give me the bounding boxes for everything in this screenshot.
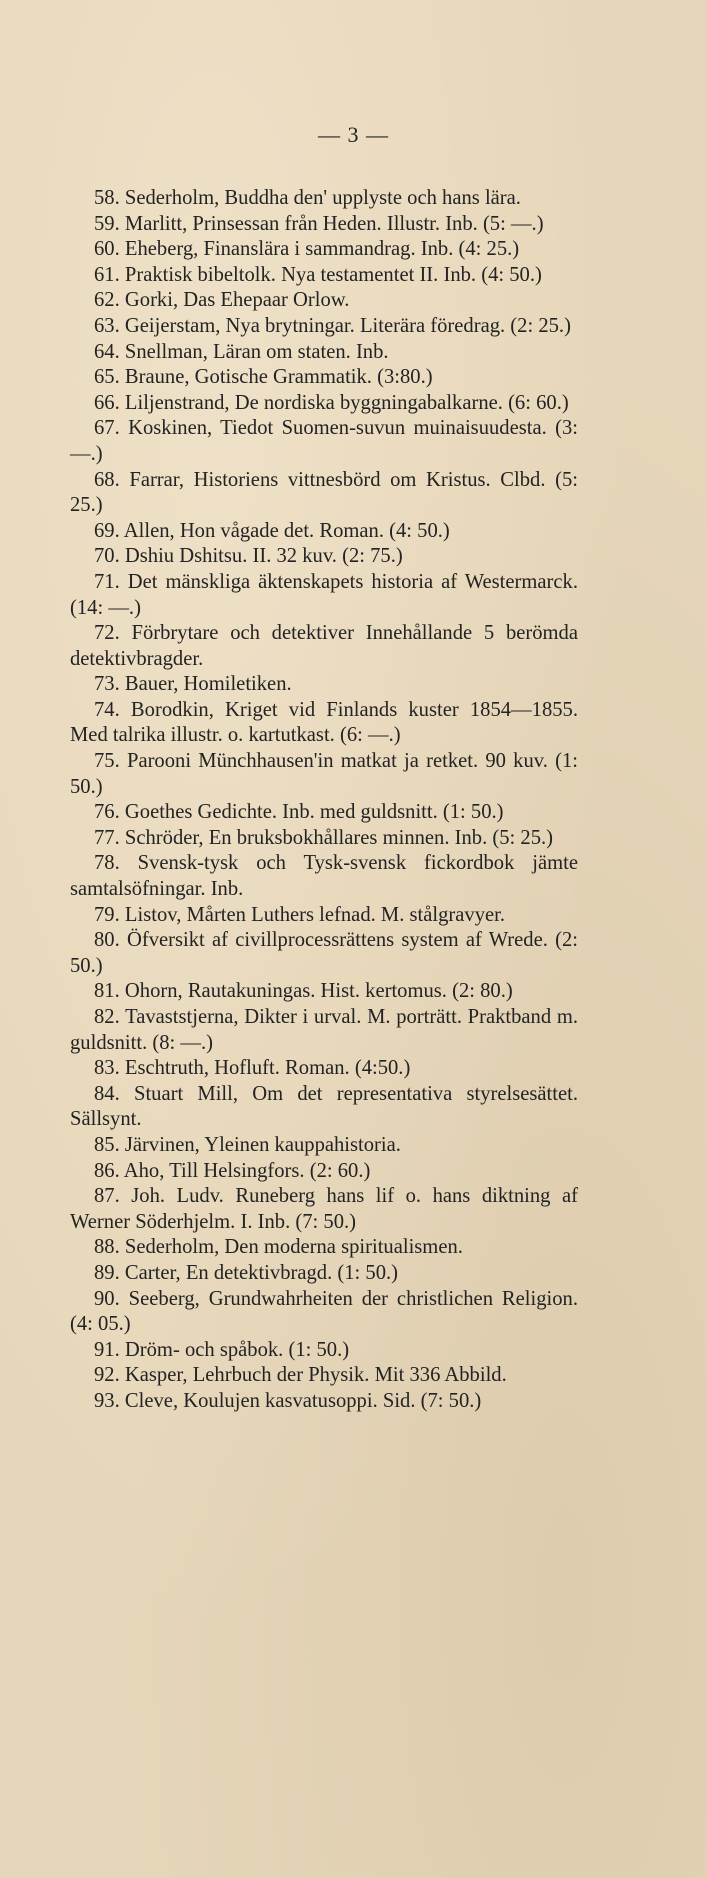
list-item: [70, 903, 578, 929]
entry-text: Joh. Ludv. Runeberg hans lif o. hans diktning af Werner Söderhjelm. I. Inb. (7: 50.): [70, 1185, 578, 1233]
entry-number: 59.: [94, 212, 120, 235]
list-item: [70, 340, 578, 366]
entry-number: 69.: [94, 519, 120, 542]
entry-text: Ohorn, Rautakuningas. Hist. kertomus. (2: 80.): [124, 980, 513, 1003]
entry-text: Sederholm, Buddha den' upplyste och hans lära.: [124, 187, 521, 209]
entry-text: Seeberg, Grundwahrheiten der christlichen Religion. (4: 05.): [70, 1287, 578, 1336]
entry-text: Borodkin, Kriget vid Finlands kuster 1854—1855. Med talrika illustr. o. kartutkast. (6: —.): [70, 698, 578, 747]
entry-number: 87.: [94, 1185, 120, 1208]
entry-number: 77.: [94, 826, 120, 849]
entry-text: Carter, En detektivbragd. (1: 50.): [124, 1261, 399, 1284]
entry-number: 86.: [94, 1159, 120, 1182]
entry-text: Snellman, Läran om staten. Inb.: [124, 340, 389, 363]
entry-number: 67.: [94, 417, 120, 440]
list-item: [70, 698, 578, 749]
entry-number: 64.: [94, 340, 120, 363]
entry-text: Dshiu Dshitsu. II. 32 kuv. (2: 75.): [124, 545, 403, 568]
entry-text: Eschtruth, Hofluft. Roman. (4:50.): [124, 1057, 411, 1080]
entry-text: Bauer, Homiletiken.: [124, 673, 292, 696]
entry-text: Parooni Münchhausen'in matkat ja retket. 90 kuv. (1: 50.): [70, 750, 578, 798]
entry-text: Järvinen, Yleinen kauppahistoria.: [124, 1133, 401, 1156]
entry-number: 92.: [94, 1364, 120, 1387]
entry-text: Braune, Gotische Grammatik. (3:80.): [124, 366, 433, 389]
entry-number: 89.: [94, 1261, 120, 1284]
list-item: [70, 1363, 578, 1389]
list-item: [70, 1005, 578, 1056]
entry-number: 83.: [94, 1057, 120, 1080]
list-item: [70, 672, 578, 698]
list-item: [70, 1338, 578, 1364]
entry-text: Kasper, Lehrbuch der Physik. Mit 336 Abbild.: [124, 1364, 507, 1387]
list-item: [70, 314, 578, 340]
entry-number: 85.: [94, 1133, 120, 1156]
entry-text: Farrar, Historiens vittnesbörd om Kristus. Clbd. (5: 25.): [70, 468, 578, 517]
entry-text: Dröm- och spåbok. (1: 50.): [124, 1338, 350, 1361]
list-item: [70, 1287, 578, 1338]
list-item: [70, 570, 578, 621]
entry-text: Koskinen, Tiedot Suomen-suvun muinaisuudesta. (3: —.): [70, 417, 578, 465]
entry-text: Det mänskliga äktenskapets historia af Westermarck. (14: —.): [70, 570, 578, 619]
entry-text: Förbrytare och detektiver Innehållande 5 berömda detektivbragder.: [70, 622, 578, 670]
entry-number: 71.: [94, 570, 120, 593]
list-item: [70, 749, 578, 800]
entry-number: 93.: [94, 1389, 120, 1412]
entry-text: Tavaststjerna, Dikter i urval. M. porträtt. Praktband m. guldsnitt. (8: —.): [70, 1006, 578, 1054]
entry-text: Sederholm, Den moderna spiritualismen.: [124, 1236, 463, 1259]
list-item: [70, 1261, 578, 1287]
entry-number: 88.: [94, 1236, 120, 1259]
entry-text: Schröder, En bruksbokhållares minnen. Inb. (5: 25.): [124, 826, 554, 849]
entry-text: Cleve, Koulujen kasvatusoppi. Sid. (7: 50.): [124, 1389, 482, 1412]
list-item: [70, 416, 578, 467]
list-item: [70, 826, 578, 852]
entry-number: 72.: [94, 622, 120, 645]
list-item: [70, 186, 578, 212]
entry-text: Listov, Mårten Luthers lefnad. M. stålgravyer.: [124, 903, 506, 926]
entry-number: 74.: [94, 698, 120, 721]
entry-text: Öfversikt af civillprocessrättens system af Wrede. (2: 50.): [70, 929, 578, 977]
entry-number: 75.: [94, 750, 120, 773]
list-item: [70, 288, 578, 314]
entry-number: 61.: [94, 263, 120, 286]
entry-text: Geijerstam, Nya brytningar. Literära föredrag. (2: 25.): [124, 314, 571, 337]
list-item: [70, 237, 578, 263]
list-item: [70, 1133, 578, 1159]
entry-number: 58.: [94, 187, 120, 209]
entry-number: 60.: [94, 238, 120, 261]
entry-text: Stuart Mill, Om det representativa styrelsesättet. Sällsynt.: [70, 1082, 578, 1131]
entry-number: 62.: [94, 289, 120, 312]
entry-number: 90.: [94, 1287, 120, 1310]
entry-number: 63.: [94, 314, 120, 337]
entry-number: 73.: [94, 673, 120, 696]
list-item: [70, 263, 578, 289]
list-item: [70, 365, 578, 391]
list-item: [70, 468, 578, 519]
list-item: [70, 800, 578, 826]
list-item: [70, 544, 578, 570]
page-number: — 3 —: [318, 122, 389, 147]
list-item: [70, 979, 578, 1005]
entry-text: Aho, Till Helsingfors. (2: 60.): [123, 1159, 371, 1182]
list-item: [70, 1184, 578, 1235]
entry-number: 91.: [94, 1338, 120, 1361]
entry-number: 81.: [94, 980, 120, 1003]
entry-number: 76.: [94, 801, 120, 824]
entry-number: 68.: [94, 468, 120, 491]
entry-number: 78.: [94, 852, 120, 875]
entry-number: 70.: [94, 545, 120, 568]
book-list: [70, 186, 578, 1415]
list-item: [70, 519, 578, 545]
entry-number: 65.: [94, 366, 120, 389]
entry-text: Svensk-tysk och Tysk-svensk fickordbok jämte samtalsöfningar. Inb.: [70, 852, 578, 901]
list-item: [70, 1159, 578, 1185]
entry-text: Liljenstrand, De nordiska byggningabalkarne. (6: 60.): [124, 391, 569, 414]
entry-number: 82.: [94, 1006, 120, 1028]
entry-number: 80.: [94, 929, 120, 952]
list-item: [70, 212, 578, 238]
list-item: [70, 1082, 578, 1133]
list-item: [70, 851, 578, 902]
entry-text: Allen, Hon vågade det. Roman. (4: 50.): [123, 519, 450, 542]
list-item: [70, 1056, 578, 1082]
entry-number: 84.: [94, 1082, 120, 1105]
entry-number: 79.: [94, 903, 120, 926]
list-item: [70, 621, 578, 672]
list-item: [70, 1235, 578, 1261]
list-item: [70, 391, 578, 417]
entry-text: Goethes Gedichte. Inb. med guldsnitt. (1: 50.): [124, 801, 504, 824]
entry-text: Eheberg, Finanslära i sammandrag. Inb. (4: 25.): [124, 238, 520, 261]
list-item: [70, 928, 578, 979]
entry-number: 66.: [94, 391, 120, 414]
entry-text: Marlitt, Prinsessan från Heden. Illustr. Inb. (5: —.): [124, 212, 544, 235]
list-item: [70, 1389, 578, 1415]
entry-text: Praktisk bibeltolk. Nya testamentet II. Inb. (4: 50.): [124, 263, 542, 286]
entry-text: Gorki, Das Ehepaar Orlow.: [124, 289, 350, 312]
